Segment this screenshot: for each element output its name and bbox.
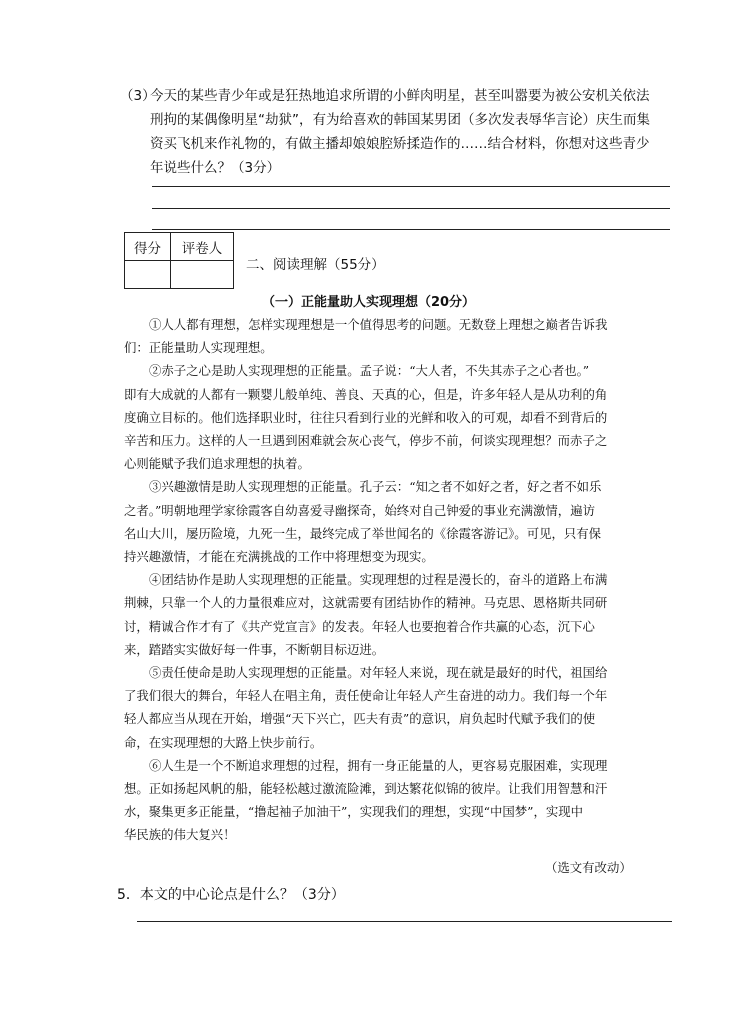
article-line: 之者。”明朝地理学家徐霞客自幼喜爱寻幽探奇，始终对自己钟爱的事业充满激情，遍访 [124,502,595,518]
question-3-line: 资买飞机来作礼物的，有做主播却娘娘腔矫揉造作的……结合材料，你想对这些青少 [150,136,650,152]
article-line: 了我们很大的舞台，年轻人在唱主角，责任使命让年轻人产生奋进的动力。我们每一个年 [124,688,608,704]
article-line: 度确立目标的。他们选择职业时，往往只看到行业的光鲜和收入的可观，却看不到背后的 [124,409,608,425]
score-cell[interactable] [125,261,171,289]
article-line: 持兴趣激情，才能在充满挑战的工作中将理想变为现实。 [124,549,434,565]
article-source-note: （选文有改动） [545,860,632,875]
question-3-line: 刑拘的某偶像明星“劫狱”，有为给喜欢的韩国某男团（多次发表辱华言论）庆生而集 [150,112,650,128]
article-line: ⑤责任使命是助人实现理想的正能量。对年轻人来说，现在就是最好的时代，祖国给 [149,665,608,681]
article-line: 想。正如扬起风帆的船，能轻松越过激流险滩，到达繁花似锦的彼岸。让我们用智慧和汗 [124,781,608,797]
score-table [124,232,234,289]
article-line: 命，在实现理想的大路上快步前行。 [124,734,323,750]
answer-line[interactable] [152,208,670,209]
article-body [124,313,636,847]
question-3-number: （3） [120,88,156,104]
grader-cell[interactable] [171,261,234,289]
article-line: 荆棘，只靠一个人的力量很难应对，这就需要有团结协作的精神。马克思、恩格斯共同研 [124,595,608,611]
answer-line[interactable] [152,229,670,230]
article-line: 辛苦和压力。这样的人一旦遇到困难就会灰心丧气，停步不前，何谈实现理想？而赤子之 [124,433,608,449]
article-line: 们：正能量助人实现理想。 [124,340,273,356]
answer-line[interactable] [137,921,672,922]
answer-line[interactable] [152,186,670,187]
article-line: 水，聚集更多正能量，“撸起袖子加油干”，实现我们的理想，实现“中国梦”，实现中 [124,804,584,820]
article-line: ①人人都有理想，怎样实现理想是一个值得思考的问题。无数登上理想之巅者告诉我 [149,317,608,332]
question-3-line: 今天的某些青少年或是狂热地追求所谓的小鲜肉明星，甚至叫嚣要为被公安机关依法 [150,88,650,104]
grader-header: 评卷人 [171,233,234,261]
article-title: （一）正能量助人实现理想（20分） [261,295,476,310]
question-3 [120,84,680,180]
article-line: ⑥人生是一个不断追求理想的过程，拥有一身正能量的人，更容易克服困难，实现理 [149,757,608,773]
article-line: ④团结协作是助人实现理想的正能量。实现理想的过程是漫长的，奋斗的道路上布满 [149,572,608,588]
question-5: 5．本文的中心论点是什么？（3分） [117,887,345,903]
question-3-text [150,84,680,180]
article-line: ③兴趣激情是助人实现理想的正能量。孔子云：“知之者不如好之者，好之者不如乐 [149,479,602,495]
section-heading: 二、阅读理解（55分） [246,257,385,273]
article-line: 讨，精诚合作才有了《共产党宣言》的发表。年轻人也要抱着合作共赢的心态，沉下心 [124,618,595,634]
article-line: 名山大川，屡历险境，九死一生，最终完成了举世闻名的《徐霞客游记》。可见，只有保 [124,525,602,541]
question-3-line: 年说些什么？（3分） [150,160,281,176]
article-line: 心则能赋予我们追求理想的执着。 [124,456,310,472]
score-header: 得分 [125,233,171,261]
article-line: 轻人都应当从现在开始，增强“天下兴亡，匹夫有责”的意识，肩负起时代赋予我们的使 [124,711,596,727]
article-line: 华民族的伟大复兴！ [124,827,236,843]
article-line: 来，踏踏实实做好每一件事，不断朝目标迈进。 [124,641,385,657]
article-line: 即有大成就的人都有一颗婴儿般单纯、善良、天真的心，但是，许多年轻人是从功利的角 [124,386,608,402]
article-line: ②赤子之心是助人实现理想的正能量。孟子说：“大人者，不失其赤子之心者也。” [149,363,590,379]
